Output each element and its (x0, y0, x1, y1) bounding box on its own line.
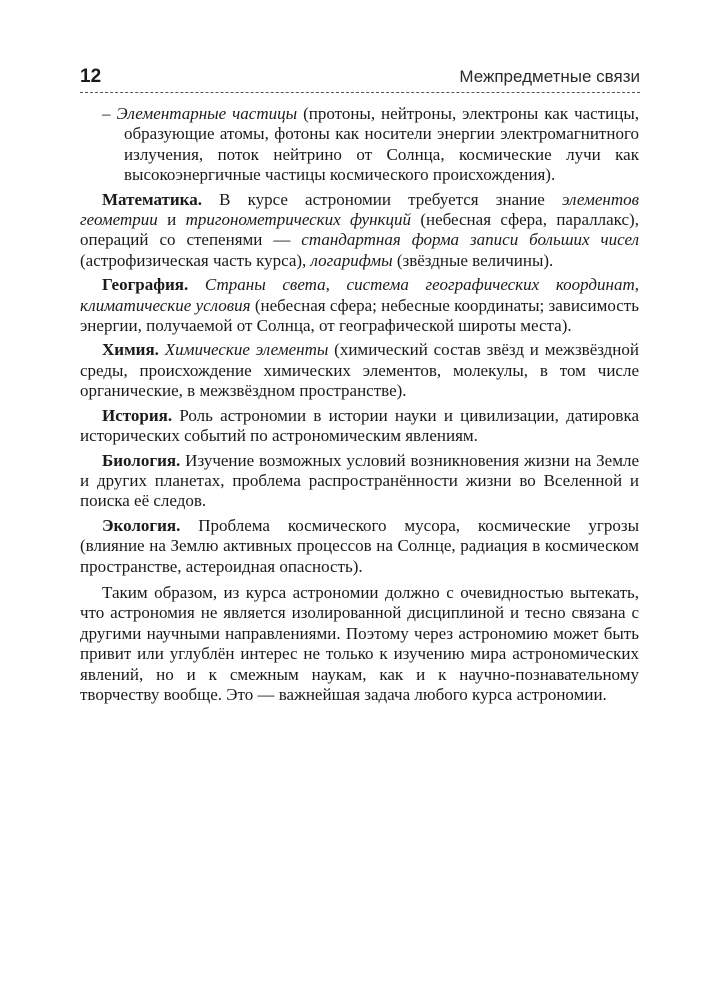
text: и (157, 210, 186, 230)
subject-label-chemistry: Химия. (102, 340, 159, 360)
paragraph-geography (80, 275, 639, 336)
text: , (325, 275, 347, 295)
term: Химические элементы (158, 340, 329, 360)
text: (небесная сфера; небесные координаты; зависимость энергии, получаемой от Солнца, от географической широты места). (80, 295, 639, 336)
subject-label-ecology: Экология. (102, 515, 181, 535)
text: (небесная сфера, параллакс), операций со степенями — (80, 210, 639, 250)
paragraph-chemistry (80, 340, 639, 401)
running-title: Межпредметные связи (459, 67, 640, 86)
paragraph-history (80, 406, 639, 447)
text: (звёздные величины). (392, 250, 554, 270)
subject-label-mathematics: Математика. (102, 189, 202, 209)
header-divider (80, 92, 640, 93)
term: Страны света (188, 275, 326, 295)
text: , (634, 275, 639, 295)
subject-label-history: История. (102, 405, 173, 425)
term: элементов геометрии (80, 189, 639, 230)
text: Роль астрономии в истории науки и цивилизации, датировка исторических событий по астрономическим явлениям. (80, 405, 639, 446)
page-header (80, 64, 640, 92)
text: Изучение возможных условий возникновения жизни на Земле и других планетах, проблема распространённости жизни во Вселенной и поиска её следов. (80, 450, 639, 511)
paragraph-conclusion: Таким образом, из курса астрономии должно с очевидностью вытекать, что астрономия не является изолированной дисциплиной и тесно связана с другими научными направлениями. Поэтому через астрономию может быть привит или углублён интерес не только к изучению мира астрономических явлений, но и к смежным наукам, как и к научно-познавательному творчеству вообще. Это — важнейшая задача любого курса астрономии. (80, 582, 639, 704)
subject-label-biology: Биология. (102, 450, 181, 470)
term: климатические условия (80, 295, 251, 315)
term: логарифмы (310, 250, 393, 270)
page-body (80, 104, 639, 709)
text: В курсе астрономии требуется знание (201, 189, 562, 209)
term-elementary-particles: Элементарные частицы (116, 104, 298, 123)
page-number: 12 (80, 66, 102, 87)
paragraph-mathematics (80, 190, 639, 272)
physics-list-item (80, 104, 639, 186)
term: тригонометрических функций (185, 210, 411, 230)
text: (астрофизическая часть курса), (80, 250, 311, 270)
text: (химический состав звёзд и межзвёздной среды, происхождение химических элементов, молекулы, в том числе органические, в межзвёздном пространстве). (80, 340, 639, 401)
list-dash: – (102, 104, 111, 123)
term: система географических координат (346, 275, 635, 295)
subject-label-geography: География. (102, 275, 189, 295)
physics-item-text: (протоны, нейтроны, электроны как частицы, образующие атомы, фотоны как носители энергии электромагнитного излучения, поток нейтрино от Солнца, космические лучи как высокоэнергичные частицы космического происхождения). (124, 104, 640, 185)
text: Проблема космического мусора, космические угрозы (влияние на Землю активных процессов на Солнце, радиация в космическом пространстве, астероидная опасность). (80, 515, 639, 576)
paragraph-biology (80, 451, 639, 512)
term: стандартная форма записи больших чисел (301, 230, 639, 250)
paragraph-ecology (80, 516, 639, 577)
